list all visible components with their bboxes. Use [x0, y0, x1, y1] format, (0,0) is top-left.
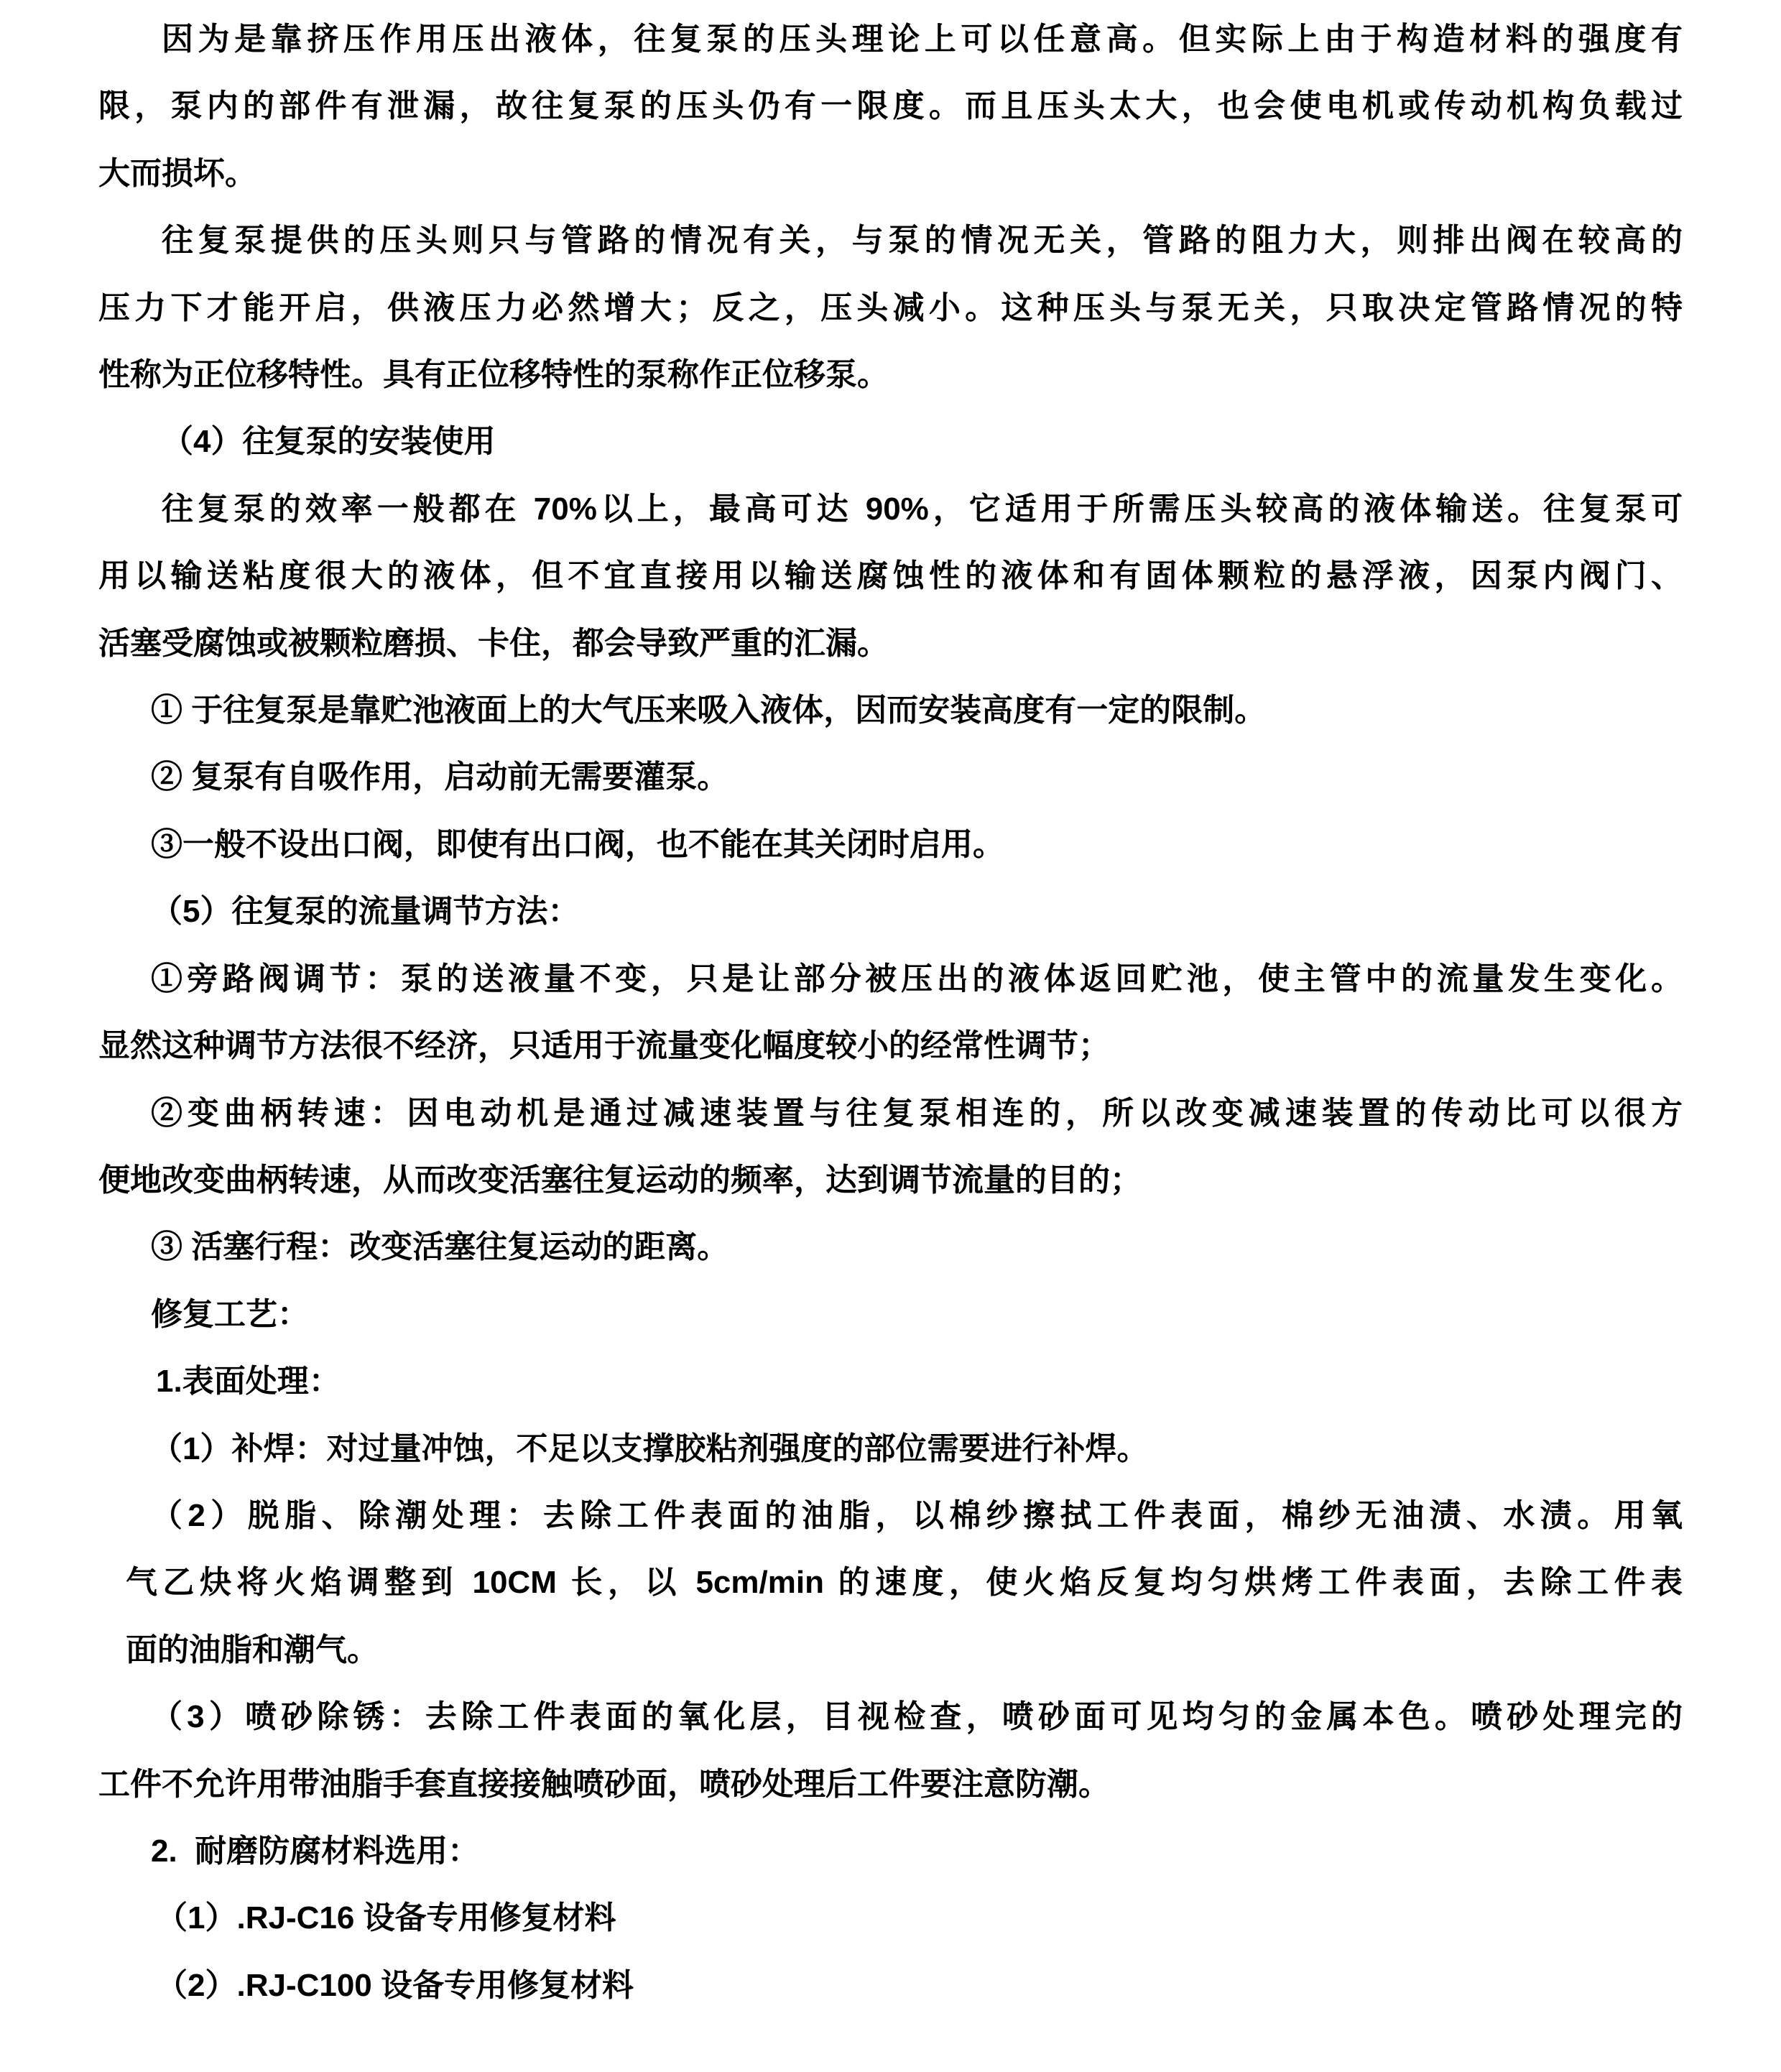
text-line: 因为是靠挤压作用压出液体，往复泵的压头理论上可以任意高。但实际上由于构造材料的强度有 [162, 22, 1683, 57]
text-line: （1）补焊：对过量冲蚀，不足以支撑胶粘剂强度的部位需要进行补焊。 [151, 1430, 1149, 1466]
text-line: （3）喷砂除锈：去除工件表面的氧化层，目视检查，喷砂面可见均匀的金属本色。喷砂处理完的 [151, 1699, 1683, 1735]
text-line: （2）脱脂、除潮处理：去除工件表面的油脂，以棉纱擦拭工件表面，棉纱无油渍、水渍。用氧 [151, 1497, 1683, 1533]
text-line: （4）往复泵的安装使用 [162, 424, 496, 460]
text-line: 性称为正位移特性。具有正位移特性的泵称作正位移泵。 [98, 357, 889, 393]
text-line: 面的油脂和潮气。 [126, 1632, 379, 1668]
text-line: ③一般不设出口阀，即使有出口阀，也不能在其关闭时启用。 [151, 826, 1004, 862]
text-line: 工件不允许用带油脂手套直接接触喷砂面，喷砂处理后工件要注意防潮。 [98, 1766, 1110, 1802]
text-line: ① 于往复泵是靠贮池液面上的大气压来吸入液体，因而安装高度有一定的限制。 [151, 693, 1267, 729]
text-line: 修复工艺： [151, 1296, 309, 1332]
text-line: 限，泵内的部件有泄漏，故往复泵的压头仍有一限度。而且压头太大，也会使电机或传动机构负载过 [98, 88, 1683, 124]
text-line: ②变曲柄转速：因电动机是通过减速装置与往复泵相连的，所以改变减速装置的传动比可以很方 [151, 1095, 1683, 1131]
text-line: ③ 活塞行程：改变活塞往复运动的距离。 [151, 1229, 729, 1265]
text-line: 往复泵的效率一般都在 70%以上，最高可达 90%，它适用于所需压头较高的液体输送。往复泵可 [162, 491, 1683, 527]
text-line: （2）.RJ-C100 设备专用修复材料 [156, 1967, 634, 2003]
text-line: 2. 耐磨防腐材料选用： [151, 1833, 480, 1869]
text-line: 显然这种调节方法很不经济，只适用于流量变化幅度较小的经常性调节； [98, 1028, 1110, 1064]
document-body [98, 6, 1683, 2019]
text-line: 用以输送粘度很大的液体，但不宜直接用以输送腐蚀性的液体和有固体颗粒的悬浮液，因泵内阀门、 [98, 558, 1683, 594]
text-line: 便地改变曲柄转速，从而改变活塞往复运动的频率，达到调节流量的目的； [98, 1162, 1142, 1198]
text-line: 大而损坏。 [98, 155, 256, 191]
text-line: ② 复泵有自吸作用，启动前无需要灌泵。 [151, 759, 729, 795]
text-line: ①旁路阀调节：泵的送液量不变，只是让部分被压出的液体返回贮池，使主管中的流量发生变化。 [151, 961, 1683, 996]
text-line: 1.表面处理： [156, 1364, 341, 1400]
text-line: 活塞受腐蚀或被颗粒磨损、卡住，都会导致严重的汇漏。 [98, 625, 889, 661]
text-line: （1）.RJ-C16 设备专用修复材料 [156, 1900, 616, 1936]
text-line: 往复泵提供的压头则只与管路的情况有关，与泵的情况无关，管路的阻力大，则排出阀在较高的 [162, 223, 1683, 259]
text-line: 压力下才能开启，供液压力必然增大；反之，压头减小。这种压头与泵无关，只取决定管路情况的特 [98, 290, 1683, 325]
text-line: （5）往复泵的流量调节方法： [151, 894, 580, 930]
text-line: 气乙炔将火焰调整到 10CM 长，以 5cm/min 的速度，使火焰反复均匀烘烤工件表面，去除工件表 [126, 1565, 1683, 1601]
